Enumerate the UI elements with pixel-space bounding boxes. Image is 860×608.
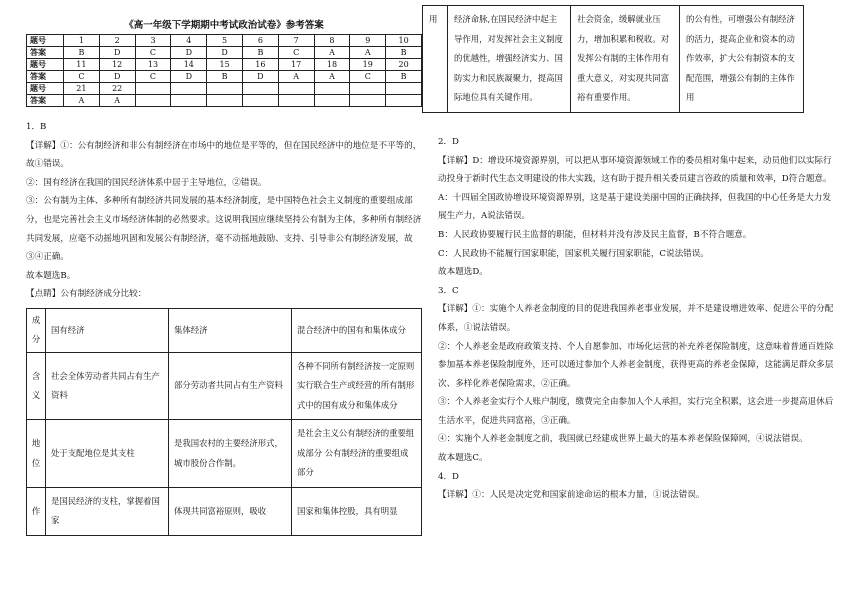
table-cell: 15 [207,59,243,71]
table-cell: 含义 [27,352,46,420]
table-cell: D [171,47,207,59]
table-cell: 的公有性，可增强公有制经济的活力，提高企业和资本的动作效率，扩大公有制资本的支配范围，增强公有制的主体作用 [680,6,804,113]
table-cell: 16 [242,59,278,71]
table-cell: 处于支配地位是其支柱 [46,420,169,488]
table-cell: 19 [350,59,386,71]
table-row [27,35,422,47]
table-cell [135,95,171,107]
row-label: 答案 [27,95,64,107]
table-cell: C [135,47,171,59]
paragraph: C：人民政协不能履行国家职能，国家机关履行国家职能，C说法错误。 [438,248,709,259]
row-label: 题号 [27,59,64,71]
table-cell: 14 [171,59,207,71]
right-explanations [438,133,834,505]
table-cell: 用 [423,6,448,113]
paragraph: 【点睛】公有制经济成分比较： [26,289,147,300]
table-cell: 11 [64,59,100,71]
paragraph: 故本题选B。 [26,270,76,281]
table-cell: B [386,47,422,59]
paragraph: 【详解】①：实施个人养老金制度的目的促进我国养老事业发展，并不是建设增进效率、促进公平的分配体系，①说法错误。 [438,304,834,333]
table-cell: 12 [99,59,135,71]
table-cell [350,95,386,107]
table-cell: 2 [99,35,135,47]
paragraph: 【详解】①：人民是决定党和国家前途命运的根本力量，①说法错误。 [438,490,705,501]
table-cell: 国家和集体控股，具有明显 [292,487,422,535]
table-cell: 是国民经济的支柱，掌握着国家 [46,487,169,535]
table-cell: D [99,47,135,59]
table-cell: 社会资金，缓解就业压力，增加积累和税收。对发挥公有制的主体作用有重大意义，对实现共同富裕有重要作用。 [571,6,680,113]
table-cell: B [386,71,422,83]
table-cell: C [135,71,171,83]
table-cell [314,83,350,95]
table-cell: A [278,71,314,83]
table-cell: 成分 [27,308,46,352]
table-cell: D [99,71,135,83]
table-cell: D [207,47,243,59]
table-cell [314,95,350,107]
left-column [26,0,422,536]
table-cell: D [171,71,207,83]
paragraph: 1．B [26,122,47,132]
table-cell: A [99,95,135,107]
table-cell: 地位 [27,420,46,488]
table-cell: 4 [171,35,207,47]
table-row [27,59,422,71]
table-cell: B [207,71,243,83]
table-cell [386,95,422,107]
table-cell: 7 [278,35,314,47]
table-cell: 5 [207,35,243,47]
table-cell: 经济命脉,在国民经济中起主导作用，对发挥社会主义制度的优越性，增强经济实力、国防实力和民族凝聚力，提高国际地位具有关键作用。 [448,6,571,113]
comparison-table [26,308,422,536]
comparison-table-continued [422,5,804,113]
paragraph: 2．D [438,136,459,147]
table-row [27,487,422,535]
paragraph: B：人民政协要履行民主监督的职能，但材料并没有涉及民主监督，B不符合题意。 [438,229,752,240]
table-cell: 作 [27,487,46,535]
table-cell: 20 [386,59,422,71]
table-row [27,83,422,95]
paragraph: ③：个人养老金实行个人账户制度，缴费完全由参加人个人承担，实行完全积累，这会进一步提高退休后生活水平，促进共同富裕，③正确。 [438,397,834,426]
paragraph: 4．D [438,471,459,482]
table-cell: C [350,71,386,83]
table-cell: 各种不同所有制经济按一定原则实行联合生产或经营的所有制形式中的国有成分和集体成分 [292,352,422,420]
table-cell: 8 [314,35,350,47]
table-cell: D [242,71,278,83]
table-row [423,6,804,113]
table-cell: C [64,71,100,83]
table-cell: A [350,47,386,59]
right-column [429,0,834,505]
table-cell [242,83,278,95]
table-cell [278,95,314,107]
paragraph: 3．C [438,285,459,296]
table-cell: B [64,47,100,59]
paragraph: ③：公有制为主体、多种所有制经济共同发展的基本经济制度，是中国特色社会主义制度的重要组成部分，也是完善社会主义市场经济体制的必然要求。这说明我国应继续坚持公有制为主体，多种所有制经济共同发展，应毫不动摇地巩固和发展公有制经济，毫不动摇地鼓励、支持、引导非公有制经济发展，故③④正确。 [26,196,422,263]
left-explanations [26,118,422,304]
paragraph: ②：国有经济在我国的国民经济体系中居于主导地位，②错误。 [26,177,267,188]
table-cell [207,83,243,95]
row-label: 题号 [27,83,64,95]
table-cell: 10 [386,35,422,47]
paragraph: ④：实施个人养老金制度之前，我国就已经建成世界上最大的基本养老保险保障网，④说法错误。 [438,434,808,445]
table-row [27,71,422,83]
table-cell: 21 [64,83,100,95]
answer-key-title: 《高一年级下学期期中考试政治试卷》参考答案 [124,20,324,31]
table-cell: 9 [350,35,386,47]
table-cell: 国有经济 [46,308,169,352]
table-cell [171,95,207,107]
table-row [27,95,422,107]
table-cell: A [314,71,350,83]
table-cell: A [64,95,100,107]
paragraph: 【详解】①：公有制经济和非公有制经济在市场中的地位是平等的，但在国民经济中的地位是不平等的，故①错误。 [26,140,422,170]
table-cell: 社会全体劳动者共同占有生产资料 [46,352,169,420]
table-cell [386,83,422,95]
table-cell [278,83,314,95]
table-cell: 6 [242,35,278,47]
table-cell: B [242,47,278,59]
paragraph: 故本题选C。 [438,453,488,464]
table-cell [135,83,171,95]
table-cell: 混合经济中的国有和集体成分 [292,308,422,352]
row-label: 答案 [27,71,64,83]
table-cell [242,95,278,107]
table-cell [171,83,207,95]
table-cell: 18 [314,59,350,71]
table-cell [350,83,386,95]
table-cell: 13 [135,59,171,71]
table-cell: C [278,47,314,59]
table-cell: 是我国农村的主要经济形式，城市股份合作制。 [169,420,292,488]
table-row [27,308,422,352]
table-cell: 是社会主义公有制经济的重要组成部分 公有制经济的重要组成部分 [292,420,422,488]
table-row [27,352,422,420]
paragraph: A：十四届全国政协增设环境资源界别，这是基于建设美丽中国的正确抉择，但我国的中心任务是大力发展生产力，A说法错误。 [438,192,831,222]
table-cell: 17 [278,59,314,71]
table-cell: 部分劳动者共同占有生产资料 [169,352,292,420]
table-row [27,47,422,59]
table-cell: 体现共同富裕原则，吸收 [169,487,292,535]
paragraph: 【详解】D：增设环境资源界别，可以把从事环境资源领域工作的委员相对集中起来，动员他们以实际行动投身于新时代生态文明建设的伟大实践，这有助于提升相关委员建言咨政的质量和效率，D符合题意。 [438,155,832,185]
table-row [27,420,422,488]
paragraph: ②：个人养老金是政府政策支持、个人自愿参加、市场化运营的补充养老保险制度，这意味着普通百姓除参加基本养老保险制度外，还可以通过参加个人养老金制度，获得更高的养老金保障，这能满足群众多层次、多样化养老保险需求，②正确。 [438,341,834,389]
paragraph: 故本题选D。 [438,267,488,278]
table-cell [207,95,243,107]
table-cell: A [314,47,350,59]
row-label: 答案 [27,47,64,59]
table-cell: 22 [99,83,135,95]
table-cell: 1 [64,35,100,47]
row-label: 题号 [27,35,64,47]
table-cell: 3 [135,35,171,47]
answer-key-table [26,34,422,107]
table-cell: 集体经济 [169,308,292,352]
